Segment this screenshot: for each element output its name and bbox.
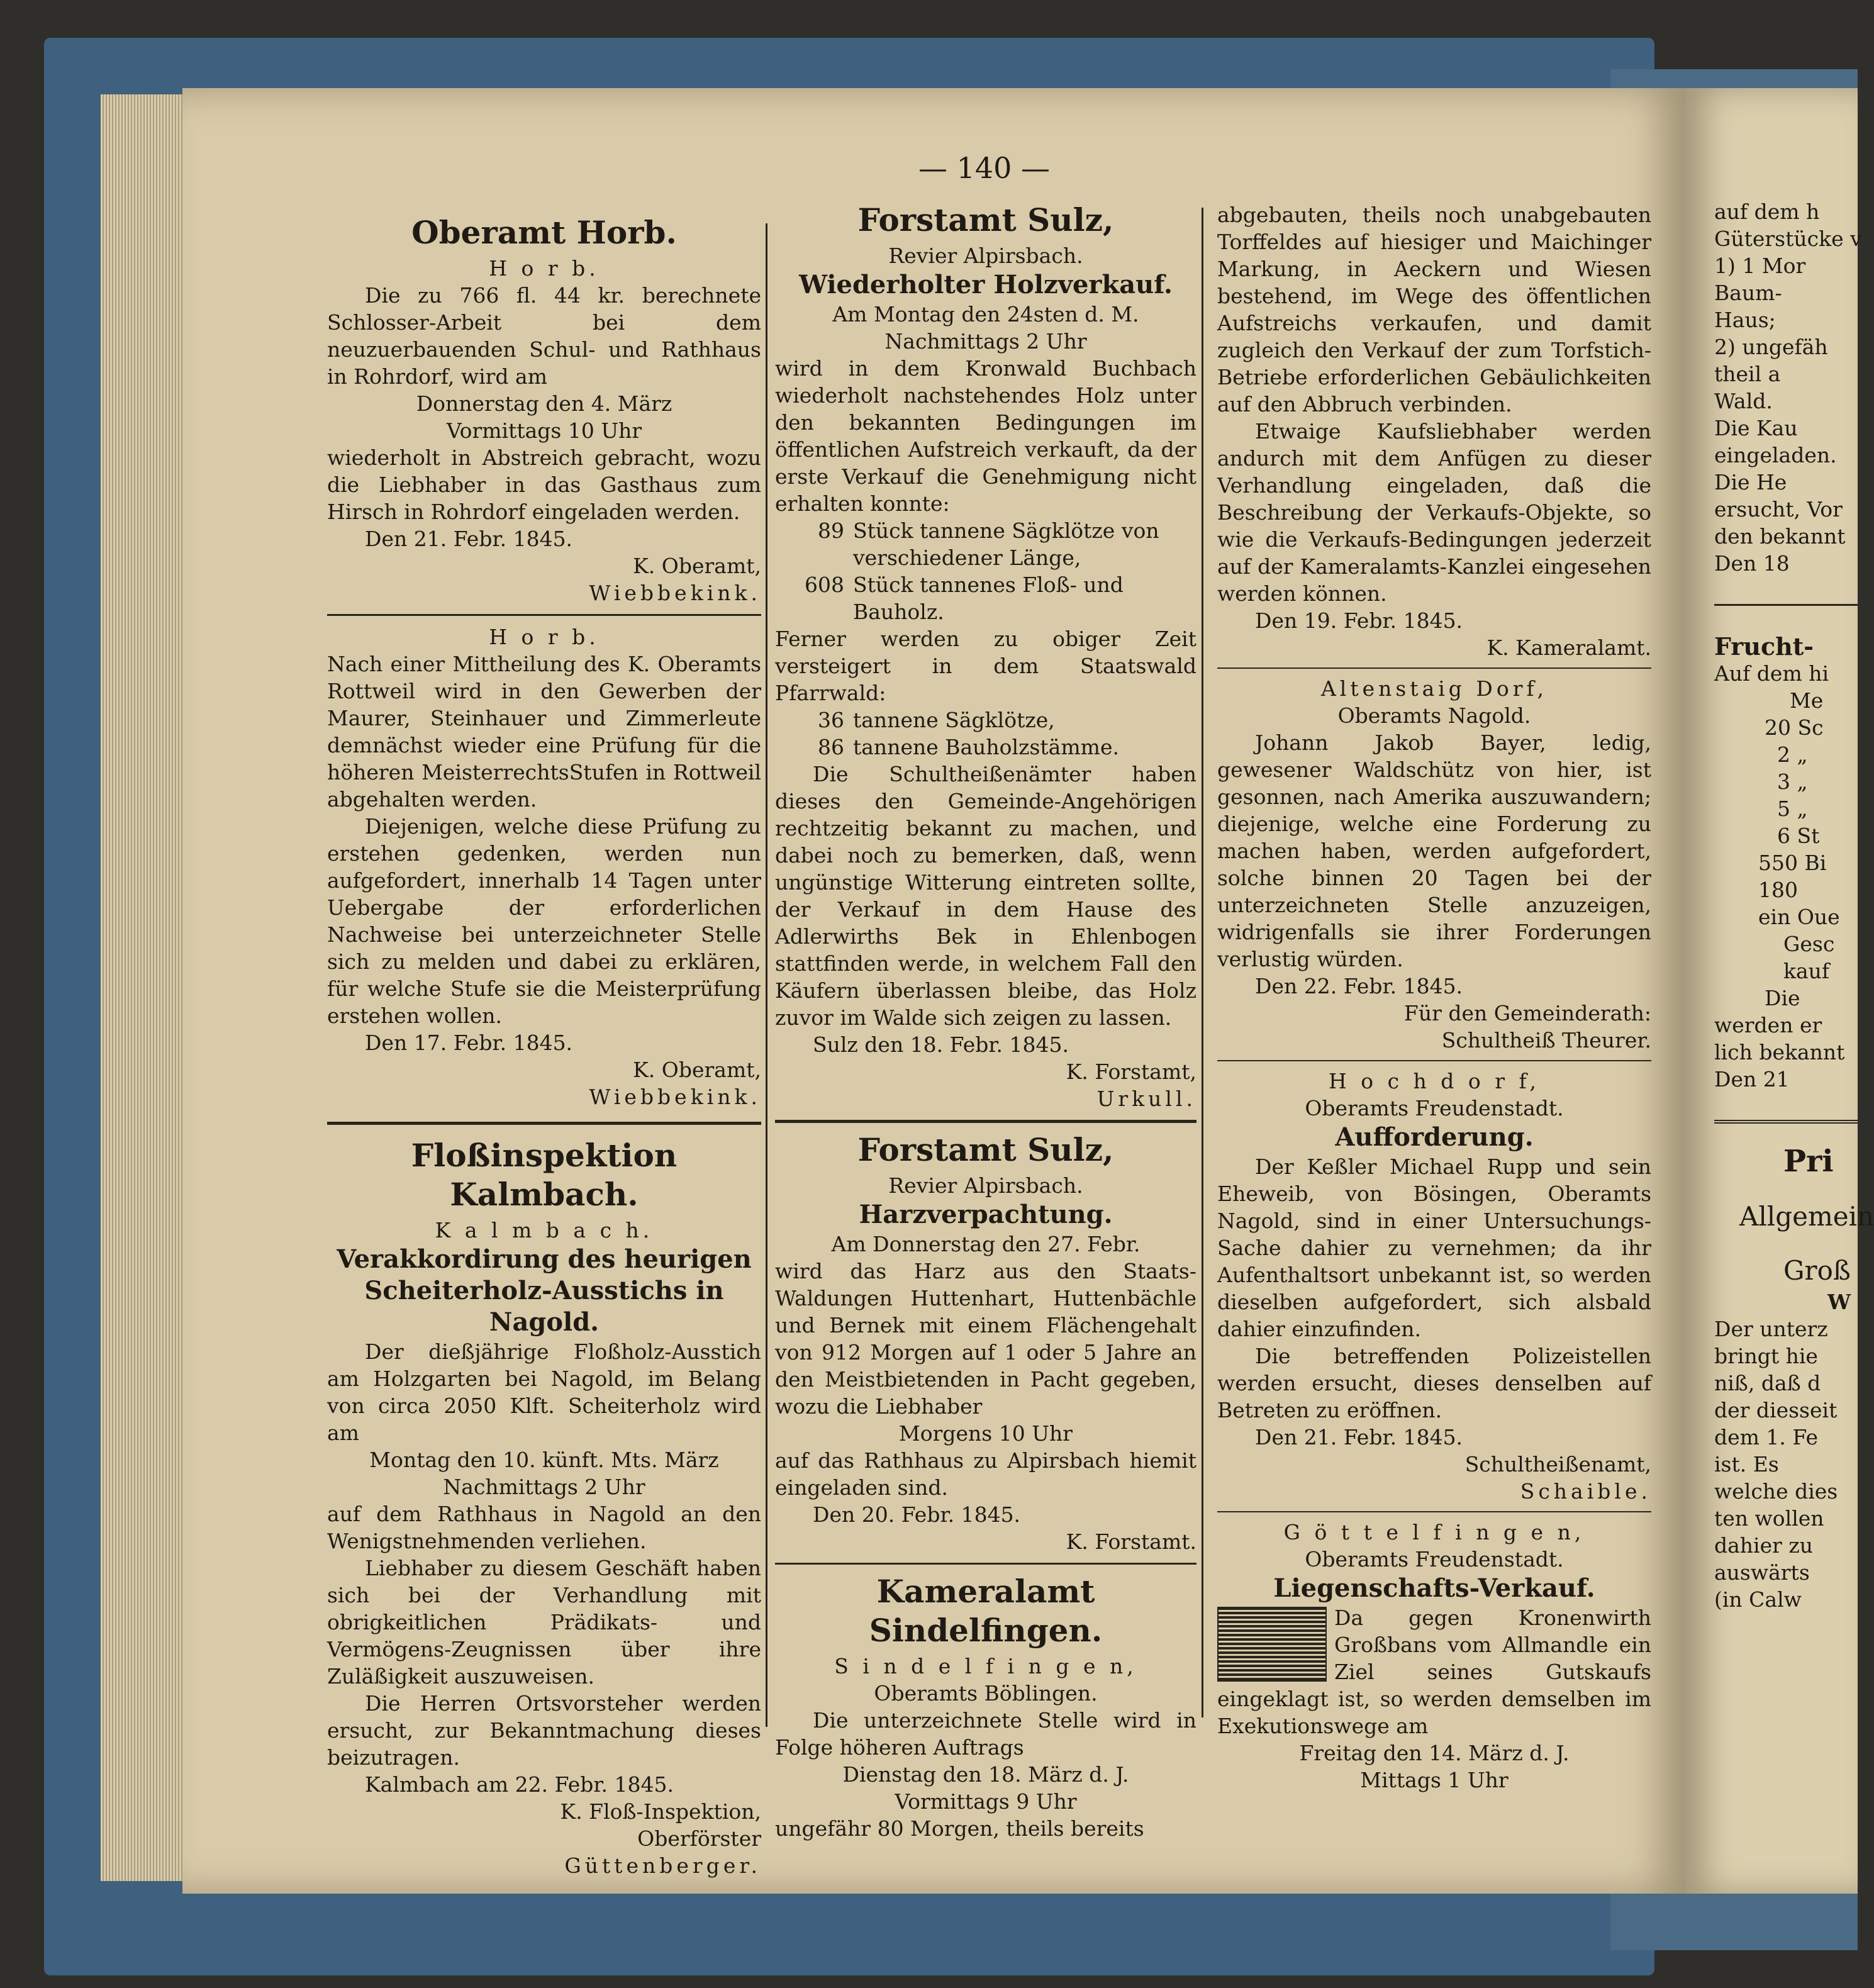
notice-signature: K. Kameralamt. <box>1486 635 1651 660</box>
edge-line <box>1714 606 1858 633</box>
edge-line: auswärts <box>1714 1560 1810 1585</box>
edge-line: der diesseit <box>1714 1398 1838 1422</box>
list-item <box>775 734 1196 761</box>
notice-signature: K. Forstamt, <box>1066 1059 1196 1084</box>
heading-forstamt-sulz: Forstamt Sulz, <box>857 201 1114 238</box>
edge-line: eingeladen. <box>1714 443 1837 467</box>
edge-line: ersucht, Vor <box>1714 497 1843 522</box>
notice-signature: Wiebbekink. <box>589 581 761 605</box>
edge-line: Die <box>1765 986 1800 1010</box>
notice-oberamt: Oberamts Freudenstadt. <box>1305 1096 1564 1120</box>
notice-time: Nachmittags 2 Uhr <box>443 1475 645 1499</box>
notice-dated: Den 21. Febr. 1845. <box>1255 1425 1463 1449</box>
notice-time: Morgens 10 Uhr <box>898 1421 1073 1446</box>
notice-signature: K. Forstamt. <box>1066 1529 1196 1554</box>
notice-signature: Für den Gemeinderath: <box>1403 1001 1651 1025</box>
notice-signature: Schaible. <box>1520 1479 1651 1504</box>
separator <box>327 1122 761 1125</box>
notice-title: Aufforderung. <box>1335 1122 1534 1152</box>
item-text: tannene Sägklötze, <box>853 708 1055 732</box>
edge-line: Den 21 <box>1714 1067 1790 1092</box>
edge-line: W <box>1827 1290 1851 1314</box>
notice-dated: Den 17. Febr. 1845. <box>365 1030 573 1055</box>
notice-date: Freitag den 14. März d. J. <box>1299 1741 1570 1765</box>
edge-line: Gesc <box>1783 932 1835 956</box>
edge-line: 5 „ <box>1777 796 1808 821</box>
edge-line: 180 <box>1758 878 1798 902</box>
right-page-text <box>1714 198 1874 1613</box>
edge-line: ten wollen <box>1714 1506 1824 1531</box>
edge-line: den bekannt <box>1714 524 1846 549</box>
edge-line: 1) 1 Mor <box>1714 254 1806 278</box>
notice-place: S i n d e l f i n g e n, <box>834 1654 1137 1678</box>
edge-line: niß, daß d <box>1714 1371 1821 1395</box>
notice-body: wird das Harz aus den Staats-Waldungen Huttenhart, Huttenbächle und Bernek mit einem Flächengehalt von 912 Morgen auf 1 oder 5 Jahre an den Meistbietenden in Pacht gegeben, wozu die Liebhaber <box>775 1259 1196 1419</box>
list-item <box>775 571 1196 625</box>
item-number: 36 <box>818 708 844 732</box>
edge-line: werden er <box>1714 1013 1822 1037</box>
edge-line <box>1714 1180 1858 1199</box>
notice-signature: Schultheiß Theurer. <box>1441 1028 1651 1053</box>
edge-line: 6 St <box>1777 824 1820 848</box>
notice-place: K a l m b a c h. <box>435 1218 654 1242</box>
edge-line: auf dem h <box>1714 199 1820 224</box>
heading-flossinspektion: Floßinspektion Kalmbach. <box>411 1137 678 1213</box>
edge-line: Güterstücke v <box>1714 226 1862 251</box>
notice-oberamt: Oberamts Freudenstadt. <box>1305 1547 1564 1572</box>
heading-kameralamt-sindelfingen: Kameralamt Sindelfingen. <box>869 1573 1103 1649</box>
notice-signature: K. Oberamt, <box>633 1058 761 1082</box>
edge-line: bringt hie <box>1714 1344 1818 1368</box>
item-number: 608 <box>805 572 844 597</box>
separator <box>1217 1060 1651 1061</box>
notice-body: Nach einer Mittheilung des K. Oberamts Rottweil wird in den Gewerben der Maurer, Steinhauer und Zimmerleute demnächst wieder eine Prüfung für die höheren MeisterrechtsStufen in Rottweil abgehalten werden. <box>327 652 761 812</box>
item-number: 89 <box>818 518 844 543</box>
edge-line: 2 „ <box>1777 742 1808 767</box>
notice-date: Donnerstag den 4. März <box>416 391 672 416</box>
edge-line <box>1714 1234 1858 1253</box>
notice-signature: Schultheißenamt, <box>1464 1452 1651 1477</box>
notice-body: Die Herren Ortsvorsteher werden ersucht, zur Bekanntmachung dieses beizutragen. <box>327 1691 761 1770</box>
edge-line: Haus; <box>1714 308 1776 332</box>
edge-line: ein Oue <box>1758 905 1840 929</box>
notice-place: Revier Alpirsbach. <box>888 1173 1083 1198</box>
notice-oberamt: Oberamts Böblingen. <box>874 1681 1098 1706</box>
notice-body: auf dem Rathhaus in Nagold an den Wenigstnehmenden verliehen. <box>327 1502 761 1553</box>
notice-dated: Sulz den 18. Febr. 1845. <box>813 1032 1069 1057</box>
notice-body: wiederholt in Abstreich gebracht, wozu die Liebhaber in das Gasthaus zum Hirsch in Rohrdorf eingeladen werden. <box>327 445 761 524</box>
notice-date: Dienstag den 18. März d. J. <box>842 1762 1129 1787</box>
edge-line: Me <box>1790 688 1824 713</box>
heading-oberamt-horb: Oberamt Horb. <box>411 214 677 251</box>
notice-signature: Urkull. <box>1096 1086 1196 1111</box>
notice-body: Die zu 766 fl. 44 kr. berechnete Schlosser-Arbeit bei dem neuzuerbauenden Schul- und Rathhaus in Rohrdorf, wird am <box>327 283 761 389</box>
edge-line: theil a <box>1714 362 1781 386</box>
notice-title: Wiederholter Holzverkauf. <box>799 270 1173 299</box>
notice-signature: Güttenberger. <box>564 1853 761 1878</box>
notice-place: G ö t t e l f i n g e n, <box>1283 1520 1585 1544</box>
edge-line: lich bekannt <box>1714 1040 1845 1064</box>
notice-signature: Wiebbekink. <box>589 1085 761 1109</box>
edge-line: Der unterz <box>1714 1317 1828 1341</box>
page-number: — 140 — <box>918 151 1051 185</box>
list-item <box>775 706 1196 734</box>
notice-date: Am Donnerstag den 27. Febr. <box>831 1232 1141 1256</box>
notice-title: Verakkordirung des heurigen Scheiterholz-Ausstichs in Nagold. <box>337 1244 752 1337</box>
notice-signature: K. Floß-Inspektion, <box>560 1799 761 1824</box>
notice-body: Ferner werden zu obiger Zeit versteigert in dem Staatswald Pfarrwald: <box>775 627 1196 705</box>
notice-dated: Kalmbach am 22. Febr. 1845. <box>365 1772 674 1797</box>
edge-line: (in Calw <box>1714 1587 1802 1612</box>
edge-line: Die He <box>1714 470 1787 494</box>
edge-line: dahier zu <box>1714 1533 1814 1558</box>
item-text: tannene Bauholzstämme. <box>853 735 1119 759</box>
item-number: 86 <box>818 735 844 759</box>
notice-dated: Den 20. Febr. 1845. <box>813 1502 1021 1527</box>
notice-body: abgebauten, theils noch unabgebauten Torffeldes auf hiesiger und Maichinger Markung, in Aeckern und Wiesen bestehend, im Wege des öffentlichen Aufstreichs verkaufen, und damit zugleich den Verkauf der zum Torfstich-Betriebe erforderlichen Gebäulichkeiten auf den Abbruch verbinden. <box>1217 203 1651 416</box>
edge-line: Frucht- <box>1714 632 1814 661</box>
edge-line: dem 1. Fe <box>1714 1425 1819 1449</box>
notice-place: Revier Alpirsbach. <box>888 243 1083 268</box>
edge-line: 3 „ <box>1777 769 1808 794</box>
separator <box>1217 667 1651 669</box>
notice-time: Mittags 1 Uhr <box>1360 1768 1509 1792</box>
notice-body: Liebhaber zu diesem Geschäft haben sich bei der Verhandlung mit obrigkeitlichen Prädikats- und Vermögens-Zeugnissen über ihre Zuläßigkeit auszuweisen. <box>327 1556 761 1689</box>
edge-line: Pri <box>1783 1144 1834 1179</box>
edge-line: Den 18 <box>1714 551 1790 576</box>
list-item <box>775 517 1196 571</box>
column-3 <box>1217 201 1651 1794</box>
edge-line: kauf <box>1783 959 1830 983</box>
edge-line: Wald. <box>1714 389 1773 413</box>
notice-body: ungefähr 80 Morgen, theils bereits <box>775 1816 1144 1841</box>
edge-line: Groß <box>1783 1255 1851 1286</box>
notice-time: Vormittags 10 Uhr <box>446 418 642 443</box>
notice-title: Harzverpachtung. <box>859 1200 1113 1229</box>
column-2 <box>775 198 1196 1842</box>
edge-line <box>1714 1124 1858 1142</box>
notice-dated: Den 19. Febr. 1845. <box>1255 608 1463 633</box>
notice-place: H o c h d o r f, <box>1328 1069 1541 1093</box>
item-text: Stück tannene Sägklötze von verschiedener Länge, <box>853 518 1159 570</box>
separator <box>327 614 761 616</box>
notice-signature: K. Oberamt, <box>633 554 761 578</box>
notice-body: Johann Jakob Bayer, ledig, gewesener Waldschütz von hier, ist gesonnen, nach Amerika auszuwandern; diejenige, welche eine Forderung zu machen haben, werden aufgefordert, solche binnen 20 Tagen bei der unterzeichneten Stelle anzuzeigen, widrigenfalls sie ihrer Forderungen verlustig würden. <box>1217 730 1651 971</box>
edge-line: welche dies <box>1714 1479 1838 1504</box>
notice-dated: Den 22. Febr. 1845. <box>1255 974 1463 998</box>
separator <box>775 1563 1196 1565</box>
notice-body: Etwaige Kaufsliebhaber werden andurch mit dem Anfügen zu dieser Verhandlung eingeladen, daß die Beschreibung der Verkaufs-Objekte, so wie die Verkaufs-Bedingungen jederzeit auf der Kameralamts-Kanzlei eingesehen werden können. <box>1217 419 1651 606</box>
notice-body: wird in dem Kronwald Buchbach wiederholt nachstehendes Holz unter den bekannten Bedingungen im öffentlichen Aufstreich verkauft, da der erste Verkauf die Genehmigung nicht erhalten konnte: <box>775 356 1196 516</box>
notice-title: Liegenschafts-Verkauf. <box>1273 1573 1595 1603</box>
edge-line: ist. Es <box>1714 1452 1779 1477</box>
edge-line: Auf dem hi <box>1714 661 1829 686</box>
column-1 <box>327 211 761 1879</box>
notice-place: Altenstaig Dorf, <box>1320 676 1548 701</box>
woodcut-house-image <box>1217 1607 1327 1682</box>
edge-line: Baum- <box>1714 281 1782 305</box>
notice-time: Nachmittags 2 Uhr <box>884 329 1087 354</box>
edge-line: Die Kau <box>1714 416 1798 440</box>
notice-date: Montag den 10. künft. Mts. März <box>369 1448 719 1472</box>
notice-body: Die betreffenden Polizeistellen werden ersucht, dieses denselben auf Betreten zu eröffnen. <box>1217 1344 1651 1422</box>
notice-oberamt: Oberamts Nagold. <box>1337 703 1531 728</box>
item-text: Stück tannenes Floß- und Bauholz. <box>853 572 1124 624</box>
separator <box>775 1120 1196 1123</box>
column-divider-2 <box>1202 208 1203 1717</box>
edge-line: 550 Bi <box>1758 851 1827 875</box>
notice-body: Die Schultheißenämter haben dieses den Gemeinde-Angehörigen rechtzeitig bekannt zu machen, und dabei noch zu bemerken, daß, wenn ungünstige Witterung eintreten sollte, der Verkauf in dem Hause des Adlerwirths Bek in Ehlenbogen stattfinden werde, in welchem Fall den Käufern überlassen bleibe, das Holz zuvor im Walde sich zeigen zu lassen. <box>775 762 1196 1030</box>
separator <box>1217 1511 1651 1512</box>
notice-body: Diejenigen, welche diese Prüfung zu erstehen gedenken, werden nun aufgefordert, innerhalb 14 Tagen unter Uebergabe der erforderlichen Nachweise bei unterzeichneter Stelle sich zu melden und dabei zu erklären, für welche Stufe sie die Meisterprüfung erstehen wollen. <box>327 814 761 1028</box>
notice-signature: Oberförster <box>637 1826 761 1851</box>
edge-line: 20 Sc <box>1765 715 1824 740</box>
heading-forstamt-sulz-2: Forstamt Sulz, <box>857 1131 1114 1168</box>
notice-body: Da gegen Kronenwirth Großbans vom Allmandle ein Ziel seines Gutskaufs eingeklagt ist, so werden demselben im Exekutionswege am <box>1217 1605 1651 1738</box>
notice-body: Der Keßler Michael Rupp und sein Eheweib, von Bösingen, Oberamts Nagold, sind in einer Untersuchungs-Sache dahier zu vernehmen; da ihr Aufenthaltsort unbekannt ist, so werden dieselben aufgefordert, sich alsbald dahier einzufinden. <box>1217 1154 1651 1341</box>
notice-dated: Den 21. Febr. 1845. <box>365 527 573 551</box>
notice-place: H o r b. <box>489 625 600 649</box>
edge-line <box>1714 1093 1858 1124</box>
notice-body: auf das Rathhaus zu Alpirsbach hiemit eingeladen sind. <box>775 1448 1196 1500</box>
edge-line: 2) ungefäh <box>1714 335 1828 359</box>
page-edges <box>101 94 189 1881</box>
column-divider-1 <box>766 223 767 1727</box>
notice-date: Am Montag den 24sten d. M. <box>832 302 1139 327</box>
notice-time: Vormittags 9 Uhr <box>895 1789 1077 1814</box>
notice-body: Der dießjährige Floßholz-Ausstich am Holzgarten bei Nagold, im Belang von circa 2050 Klft. Scheiterholz wird am <box>327 1339 761 1445</box>
edge-line: Allgemein <box>1739 1201 1874 1232</box>
edge-line <box>1714 577 1858 606</box>
notice-place: H o r b. <box>489 256 600 281</box>
notice-body: Die unterzeichnete Stelle wird in Folge höheren Auftrags <box>775 1708 1196 1760</box>
